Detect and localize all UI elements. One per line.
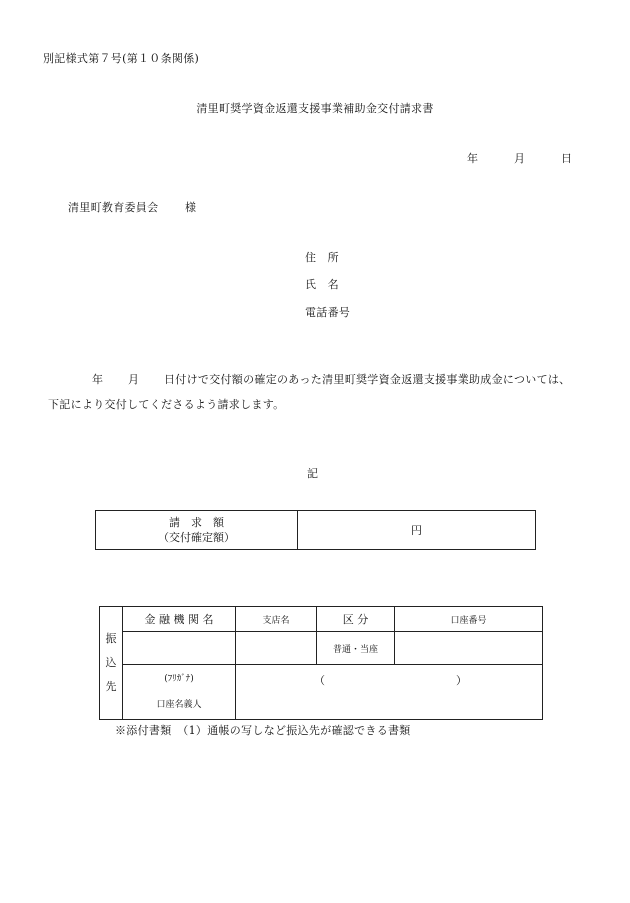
claim-table <box>95 510 536 550</box>
institution-input[interactable] <box>123 632 236 665</box>
holder-label-cell <box>123 665 236 720</box>
attachment-note: ※添付書類 （1）通帳の写しなど振込先が確認できる書類 <box>115 724 411 737</box>
side-char-1: 振 <box>105 632 117 645</box>
category-value[interactable]: 普通・当座 <box>317 632 395 665</box>
branch-input[interactable] <box>236 632 317 665</box>
addressee-honorific: 様 <box>185 201 197 214</box>
account-number-header: 口座番号 <box>395 607 543 632</box>
body-month: 月 <box>128 373 140 386</box>
addressee-name: 清里町教育委員会 <box>68 201 159 214</box>
date-month: 月 <box>514 152 526 165</box>
document-title: 清里町奨学資金返還支援事業補助金交付請求書 <box>196 102 434 115</box>
transfer-side-label <box>100 607 123 720</box>
holder-label: 口座名義人 <box>156 700 202 710</box>
institution-header: 金 融 機 関 名 <box>123 607 236 632</box>
paren-close: ） <box>456 674 467 687</box>
holder-input[interactable] <box>236 665 543 720</box>
furigana-label: (ﾌﾘｶﾞﾅ) <box>164 674 194 684</box>
paren-open: （ <box>314 674 325 687</box>
account-number-input[interactable] <box>395 632 543 665</box>
body-year: 年 <box>92 373 104 386</box>
form-reference: 別記様式第７号(第１０条関係) <box>43 52 200 65</box>
name-label: 氏 名 <box>305 278 339 291</box>
phone-label: 電話番号 <box>305 306 351 319</box>
side-char-3: 先 <box>105 680 117 693</box>
yen-unit: 円 <box>411 524 422 537</box>
body-line1: 日付けで交付額の確定のあった清里町奨学資金返還支援事業助成金については、 <box>164 373 571 386</box>
side-char-2: 込 <box>105 656 117 669</box>
date-year: 年 <box>467 152 479 165</box>
category-header: 区 分 <box>317 607 395 632</box>
claim-label-cell <box>96 511 298 550</box>
date-day: 日 <box>561 152 573 165</box>
address-label: 住 所 <box>305 251 339 264</box>
claim-label-sub: （交付確定額） <box>158 531 235 544</box>
bank-table <box>99 606 543 720</box>
branch-header: 支店名 <box>236 607 317 632</box>
claim-label: 請 求 額 <box>169 516 224 529</box>
body-line2: 下記により交付してくださるよう請求します。 <box>48 398 285 411</box>
ki-heading: 記 <box>307 467 319 480</box>
claim-amount-cell[interactable] <box>298 511 536 550</box>
